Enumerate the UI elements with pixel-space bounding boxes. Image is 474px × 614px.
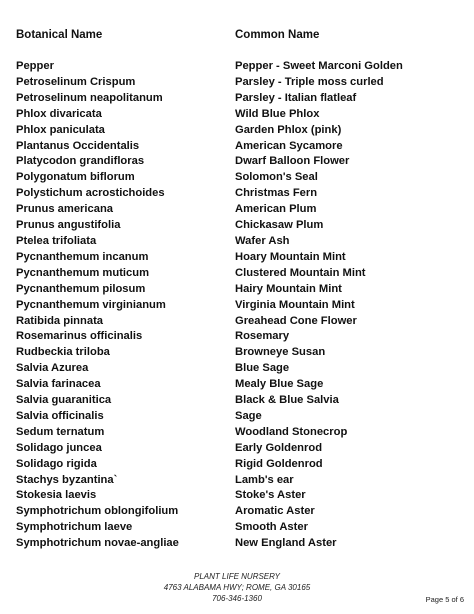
common-name: Parsley - Italian flatleaf	[235, 91, 357, 104]
botanical-name: Solidago juncea	[16, 441, 102, 454]
common-name: Garden Phlox (pink)	[235, 123, 342, 136]
common-name: Parsley - Triple moss curled	[235, 75, 384, 88]
botanical-name: Phlox paniculata	[16, 123, 105, 136]
table-row	[0, 170, 474, 186]
table-row	[0, 457, 474, 473]
common-name: Browneye Susan	[235, 346, 326, 359]
page-number: Page 5 of 6	[425, 595, 464, 604]
common-name: Black & Blue Salvia	[235, 394, 339, 407]
common-name: Stoke's Aster	[235, 489, 306, 502]
botanical-name: Salvia officinalis	[16, 409, 104, 422]
common-name: American Sycamore	[235, 139, 343, 152]
table-row	[0, 91, 474, 107]
table-row	[0, 393, 474, 409]
table-row	[0, 377, 474, 393]
common-name: Greahead Cone Flower	[235, 314, 357, 327]
common-name: Christmas Fern	[235, 187, 318, 200]
common-name: Chickasaw Plum	[235, 219, 324, 232]
common-name: Smooth Aster	[235, 521, 308, 534]
table-row	[0, 282, 474, 298]
common-name: Clustered Mountain Mint	[235, 266, 366, 279]
common-name: Aromatic Aster	[235, 505, 315, 518]
botanical-name: Phlox divaricata	[16, 107, 102, 120]
botanical-name: Polygonatum biflorum	[16, 171, 135, 184]
botanical-name: Prunus angustifolia	[16, 219, 121, 232]
botanical-name: Platycodon grandifloras	[16, 155, 145, 168]
botanical-name: Symphotrichum laeve	[16, 521, 133, 534]
botanical-name: Salvia farinacea	[16, 378, 101, 391]
table-row	[0, 409, 474, 425]
table-row	[0, 250, 474, 266]
common-name: Virginia Mountain Mint	[235, 298, 355, 311]
table-row	[0, 314, 474, 330]
botanical-name: Salvia Azurea	[16, 362, 89, 375]
botanical-name: Rosemarinus officinalis	[16, 330, 143, 343]
business-address: 4763 ALABAMA HWY; ROME, GA 30165	[163, 583, 311, 592]
business-phone: 706-346-1360	[212, 594, 262, 603]
common-name: Rosemary	[235, 330, 290, 343]
botanical-name: Stachys byzantina`	[16, 473, 118, 486]
table-row	[0, 361, 474, 377]
common-name: Woodland Stonecrop	[235, 425, 348, 438]
botanical-name: Pepper	[16, 60, 54, 72]
table-row	[0, 186, 474, 202]
table-row	[0, 202, 474, 218]
common-name: Wild Blue Phlox	[235, 107, 320, 120]
table-row	[0, 59, 474, 75]
table-row	[0, 123, 474, 139]
common-name-header: Common Name	[235, 29, 320, 41]
botanical-name-header: Botanical Name	[16, 29, 103, 41]
table-row	[0, 234, 474, 250]
plant-list	[0, 59, 474, 552]
common-name: American Plum	[235, 203, 317, 216]
botanical-name: Plantanus Occidentalis	[16, 139, 140, 152]
common-name: Wafer Ash	[235, 234, 290, 247]
table-row	[0, 536, 474, 552]
table-row	[0, 107, 474, 123]
common-name: Pepper - Sweet Marconi Golden	[235, 60, 403, 72]
botanical-name: Ptelea trifoliata	[16, 234, 97, 247]
common-name: Rigid Goldenrod	[235, 457, 323, 470]
botanical-name: Pycnanthemum incanum	[16, 250, 149, 263]
botanical-name: Solidago rigida	[16, 457, 97, 470]
botanical-name: Prunus americana	[16, 203, 114, 216]
botanical-name: Ratibida pinnata	[16, 314, 104, 327]
common-name: Solomon's Seal	[235, 171, 318, 184]
common-name: Dwarf Balloon Flower	[235, 155, 350, 168]
botanical-name: Stokesia laevis	[16, 489, 97, 502]
table-row	[0, 329, 474, 345]
botanical-name: Rudbeckia triloba	[16, 346, 110, 359]
botanical-name: Petroselinum Crispum	[16, 75, 136, 88]
common-name: Hairy Mountain Mint	[235, 282, 342, 295]
common-name: Sage	[235, 409, 262, 422]
table-row	[0, 154, 474, 170]
common-name: Hoary Mountain Mint	[235, 250, 346, 263]
table-row	[0, 345, 474, 361]
common-name: Blue Sage	[235, 362, 290, 375]
table-row	[0, 218, 474, 234]
table-row	[0, 441, 474, 457]
botanical-name: Polystichum acrostichoides	[16, 187, 165, 200]
common-name: New England Aster	[235, 537, 337, 550]
table-row	[0, 520, 474, 536]
table-row	[0, 488, 474, 504]
footer	[0, 571, 474, 604]
botanical-name: Sedum ternatum	[16, 425, 105, 438]
botanical-name: Salvia guaranitica	[16, 394, 112, 407]
business-name: PLANT LIFE NURSERY	[194, 572, 280, 581]
table-row	[0, 266, 474, 282]
table-row	[0, 504, 474, 520]
botanical-name: Pycnanthemum muticum	[16, 266, 150, 279]
botanical-name: Petroselinum neapolitanum	[16, 91, 163, 104]
common-name: Early Goldenrod	[235, 441, 323, 454]
table-row	[0, 75, 474, 91]
botanical-name: Pycnanthemum pilosum	[16, 282, 146, 295]
table-row	[0, 425, 474, 441]
table-row	[0, 139, 474, 155]
table-row	[0, 473, 474, 489]
common-name: Lamb's ear	[235, 473, 294, 486]
botanical-name: Symphotrichum novae-angliae	[16, 537, 179, 550]
common-name: Mealy Blue Sage	[235, 378, 324, 391]
table-row	[0, 298, 474, 314]
botanical-name: Pycnanthemum virginianum	[16, 298, 166, 311]
botanical-name: Symphotrichum oblongifolium	[16, 505, 179, 518]
